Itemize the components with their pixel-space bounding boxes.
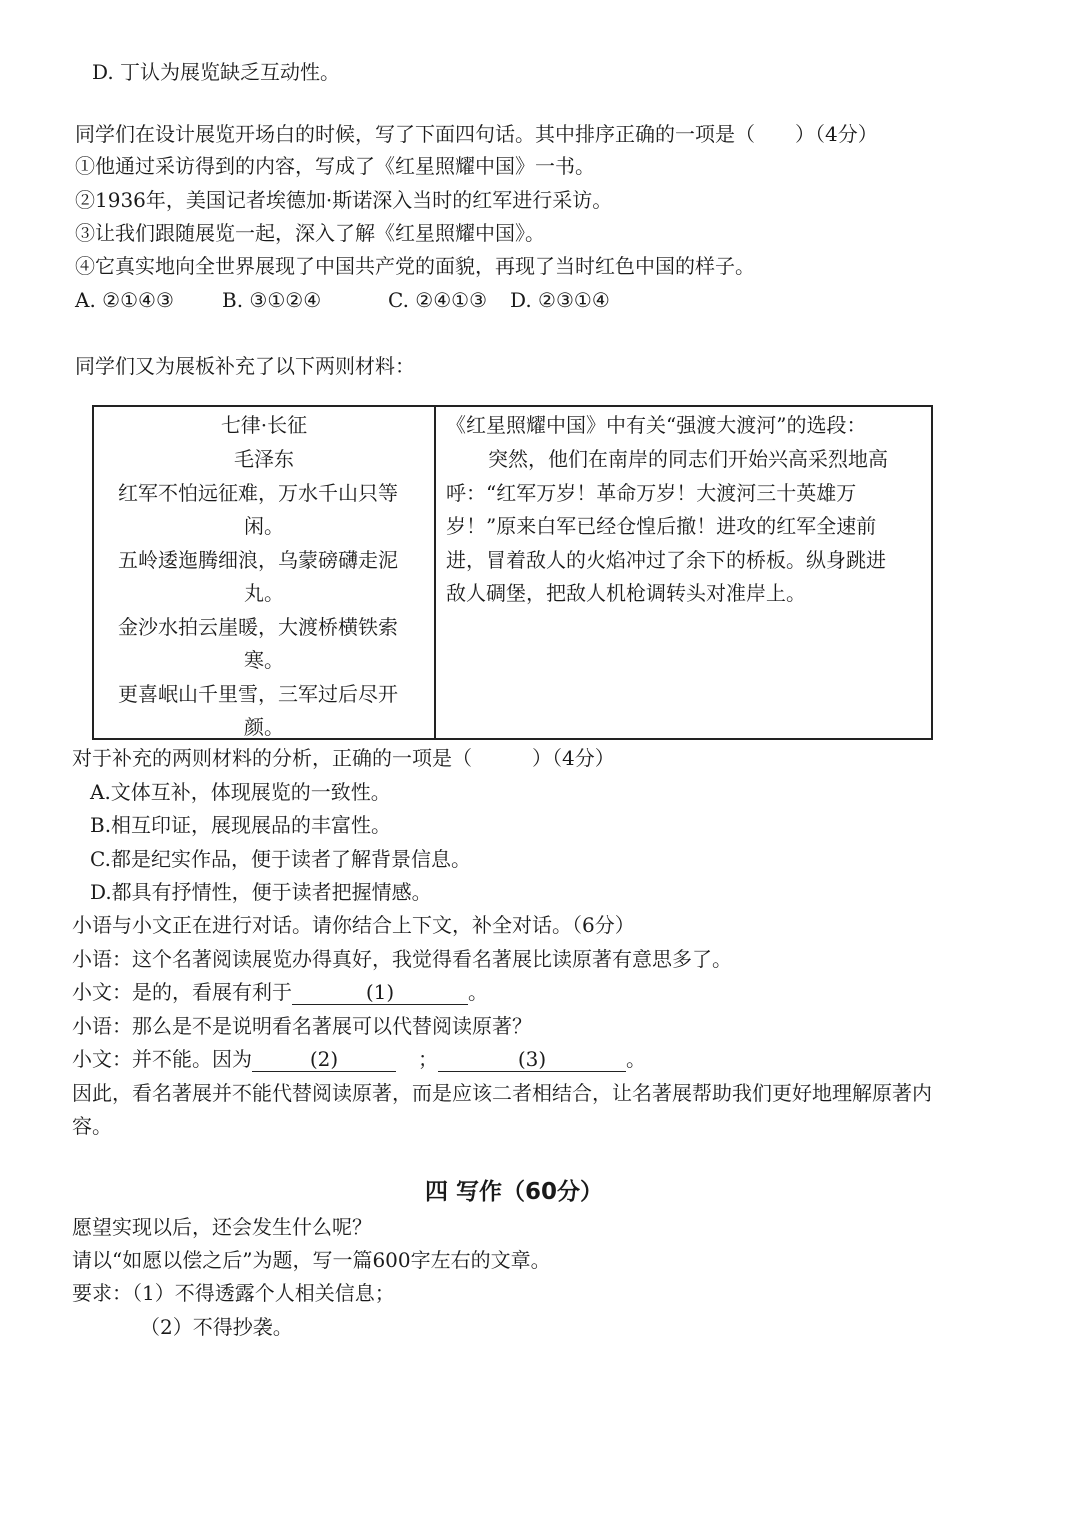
dialog-line-5: 因此，看名著展并不能代替阅读原著，而是应该二者相结合，让名著展帮助我们更好地理解原著内	[72, 1081, 932, 1105]
dialog-line-4-suffix: 。	[626, 1047, 646, 1071]
analysis-option-d: D.都具有抒情性，便于读者把握情感。	[90, 880, 432, 904]
excerpt-line: 呼：“红军万岁！革命万岁！大渡河三十英雄万	[446, 481, 857, 505]
order-option-a: A. ②①④③	[75, 288, 174, 312]
sentence-2: ②1936年，美国记者埃德加·斯诺深入当时的红军进行采访。	[75, 188, 613, 212]
dialog-stem: 小语与小文正在进行对话。请你结合上下文，补全对话。（6分）	[72, 913, 635, 937]
materials-table	[92, 405, 933, 740]
dialog-line-2	[72, 978, 488, 1006]
writing-heading: 四 写作（60分）	[425, 1179, 604, 1205]
answer-blank-3[interactable]: (3)	[438, 1047, 626, 1072]
sentence-1: ①他通过采访得到的内容，写成了《红星照耀中国》一书。	[75, 154, 595, 178]
order-option-b: B. ③①②④	[222, 288, 322, 312]
answer-blank-1[interactable]: (1)	[292, 980, 468, 1005]
order-question-stem: 同学们在设计展览开场白的时候，写了下面四句话。其中排序正确的一项是（ ）（4分）	[75, 122, 878, 146]
answer-blank-2[interactable]: (2)	[252, 1047, 396, 1072]
dialog-line-3: 小语：那么是不是说明看名著展可以代替阅读原著？	[72, 1014, 532, 1038]
analysis-option-b: B.相互印证，展现展品的丰富性。	[90, 813, 392, 837]
analysis-option-c: C.都是纪实作品，便于读者了解背景信息。	[90, 847, 471, 871]
dialog-line-4-sep: ；	[418, 1047, 438, 1071]
sentence-3: ③让我们跟随展览一起，深入了解《红星照耀中国》。	[75, 221, 545, 245]
analysis-option-a: A.文体互补，体现展览的一致性。	[90, 780, 391, 804]
analysis-question-stem: 对于补充的两则材料的分析，正确的一项是（ ）（4分）	[72, 746, 615, 770]
poem-line: 五岭逶迤腾细浪，乌蒙磅礴走泥	[118, 548, 398, 572]
excerpt-line: 进，冒着敌人的火焰冲过了余下的桥板。纵身跳进	[446, 548, 886, 572]
writing-prompt-2: 请以“如愿以偿之后”为题，写一篇600字左右的文章。	[72, 1248, 551, 1272]
writing-requirement-2: （2）不得抄袭。	[140, 1315, 293, 1339]
excerpt-cell	[435, 406, 932, 739]
poem-line: 颜。	[244, 715, 284, 739]
materials-intro: 同学们又为展板补充了以下两则材料：	[75, 354, 415, 378]
excerpt-title: 《红星照耀中国》中有关“强渡大渡河”的选段：	[446, 413, 867, 437]
poem-line: 红军不怕远征难，万水千山只等	[118, 481, 398, 505]
option-d-text: D. 丁认为展览缺乏互动性。	[92, 60, 341, 84]
writing-prompt-1: 愿望实现以后，还会发生什么呢？	[72, 1215, 372, 1239]
dialog-line-2-suffix: 。	[468, 980, 488, 1004]
dialog-line-6: 容。	[72, 1114, 112, 1138]
order-option-c: C. ②④①③	[388, 288, 488, 312]
poem-line: 金沙水拍云崖暖，大渡桥横铁索	[118, 615, 398, 639]
poem-cell	[93, 406, 435, 739]
writing-requirement-1: 要求：（1）不得透露个人相关信息；	[72, 1281, 395, 1305]
poem-line: 寒。	[244, 648, 284, 672]
order-option-d: D. ②③①④	[510, 288, 610, 312]
poem-title: 七律·长征	[220, 413, 308, 437]
excerpt-line: 敌人碉堡，把敌人机枪调转头对准岸上。	[446, 581, 806, 605]
poem-line: 更喜岷山千里雪，三军过后尽开	[118, 682, 398, 706]
dialog-line-4-prefix: 小文：并不能。因为	[72, 1047, 252, 1071]
sentence-4: ④它真实地向全世界展现了中国共产党的面貌，再现了当时红色中国的样子。	[75, 254, 755, 278]
poem-author: 毛泽东	[234, 447, 294, 471]
excerpt-line: 突然，他们在南岸的同志们开始兴高采烈地高	[488, 447, 888, 471]
dialog-line-2-prefix: 小文：是的，看展有利于	[72, 980, 292, 1004]
dialog-line-4	[72, 1045, 646, 1073]
poem-line: 闲。	[244, 514, 284, 538]
excerpt-line: 岁！”原来白军已经仓惶后撤！进攻的红军全速前	[446, 514, 877, 538]
dialog-line-1: 小语：这个名著阅读展览办得真好，我觉得看名著展比读原著有意思多了。	[72, 947, 732, 971]
poem-line: 丸。	[244, 581, 284, 605]
